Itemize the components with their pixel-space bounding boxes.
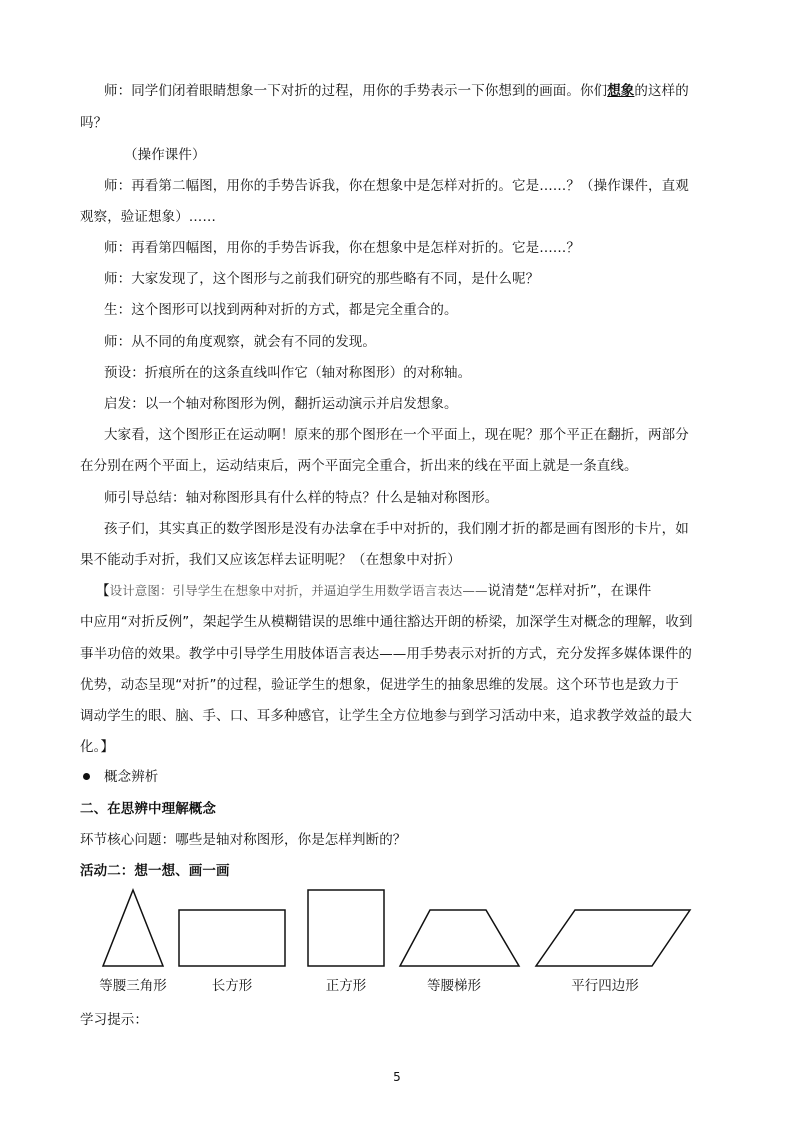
paragraph-teacher-1-cont: 吗？ bbox=[80, 115, 108, 131]
paragraph-teacher-1 bbox=[104, 82, 689, 100]
text-run: 的这样的 bbox=[634, 83, 689, 99]
rectangle-shape bbox=[179, 910, 285, 966]
shape-label-square: 正方形 bbox=[325, 978, 367, 994]
paragraph-look-cont: 在分别在两个平面上，运动结束后，两个平面完全重合，折出来的线在平面上就是一条直线。 bbox=[80, 458, 638, 474]
section-title: 二、在思辨中理解概念 bbox=[80, 801, 216, 817]
text-run-gray: 设计意图：引导学生在想象中对折，并逼迫学生用数学语言表达—— bbox=[109, 583, 488, 598]
text-run-underlined: 想象 bbox=[607, 83, 635, 99]
activity-title: 活动二：想一想、画一画 bbox=[80, 863, 230, 879]
shape-label-parallelogram: 平行四边形 bbox=[571, 978, 639, 994]
text-run: 说清楚“怎样对折”，在课件 bbox=[487, 583, 652, 599]
shape-label-isosceles-triangle: 等腰三角形 bbox=[99, 978, 167, 994]
paragraph-student: 生：这个图形可以找到两种对折的方式，都是完全重合的。 bbox=[104, 302, 458, 318]
paragraph-teacher-2: 师：再看第二幅图，用你的手势告诉我，你在想象中是怎样对折的。它是……？（操作课件，直观 bbox=[104, 178, 689, 194]
design-intent-line3: 事半功倍的效果。教学中引导学生用肢体语言表达——用手势表示对折的方式，充分发挥多媒体课件的 bbox=[80, 646, 692, 662]
text-run: 师：同学们闭着眼睛想象一下对折的过程，用你的手势表示一下你想到的画面。你们 bbox=[104, 83, 608, 99]
page-number: 5 bbox=[393, 1070, 401, 1084]
shape-label-isosceles-trapezoid: 等腰梯形 bbox=[427, 978, 481, 994]
design-intent-line4: 优势，动态呈现“对折”的过程，验证学生的想象，促进学生的抽象思维的发展。这个环节也是致力于 bbox=[80, 677, 679, 693]
isosceles-triangle-shape bbox=[103, 890, 163, 966]
bullet-dot-icon bbox=[83, 773, 90, 780]
bracket-open: 【 bbox=[96, 583, 110, 599]
learning-tips: 学习提示： bbox=[80, 1012, 148, 1028]
design-intent-line5: 调动学生的眼、脑、手、口、耳多种感官，让学生全方位地参与到学习活动中来，追求教学效益的最大 bbox=[80, 708, 692, 724]
paragraph-summary: 师引导总结：轴对称图形具有什么样的特点？什么是轴对称图形。 bbox=[104, 490, 499, 506]
bullet-item: 概念辨析 bbox=[104, 769, 159, 785]
paragraph-operate: （操作课件） bbox=[124, 147, 206, 163]
parallelogram-shape bbox=[536, 910, 690, 966]
shapes-figure bbox=[0, 880, 794, 980]
paragraph-teacher-5: 师：从不同的角度观察，就会有不同的发现。 bbox=[104, 334, 376, 350]
paragraph-teacher-3: 师：再看第四幅图，用你的手势告诉我，你在想象中是怎样对折的。它是……？ bbox=[104, 240, 580, 256]
paragraph-teacher-2-cont: 观察，验证想象）…… bbox=[80, 209, 216, 225]
shape-label-rectangle: 长方形 bbox=[211, 978, 253, 994]
paragraph-preset: 预设：折痕所在的这条直线叫作它（轴对称图形）的对称轴。 bbox=[104, 365, 472, 381]
isosceles-trapezoid-shape bbox=[400, 910, 519, 966]
paragraph-children: 孩子们，其实真正的数学图形是没有办法拿在手中对折的，我们刚才折的都是画有图形的卡片，如 bbox=[104, 521, 689, 537]
square-shape bbox=[308, 890, 384, 966]
design-intent-line1 bbox=[96, 582, 651, 600]
paragraph-inspire: 启发：以一个轴对称图形为例，翻折运动演示并启发想象。 bbox=[104, 396, 458, 412]
paragraph-look: 大家看，这个图形正在运动啊！原来的那个图形在一个平面上，现在呢？那个平正在翻折，两部分 bbox=[104, 427, 689, 443]
paragraph-children-cont: 果不能动手对折，我们又应该怎样去证明呢？（在想象中对折） bbox=[80, 552, 461, 568]
design-intent-line2: 中应用“对折反例”，架起学生从模糊错误的思维中通往豁达开朗的桥梁，加深学生对概念的理解，收到 bbox=[80, 614, 693, 630]
paragraph-teacher-4: 师：大家发现了，这个图形与之前我们研究的那些略有不同，是什么呢？ bbox=[104, 271, 540, 287]
design-intent-line6: 化。】 bbox=[80, 739, 115, 755]
core-question: 环节核心问题：哪些是轴对称图形，你是怎样判断的？ bbox=[80, 832, 407, 848]
